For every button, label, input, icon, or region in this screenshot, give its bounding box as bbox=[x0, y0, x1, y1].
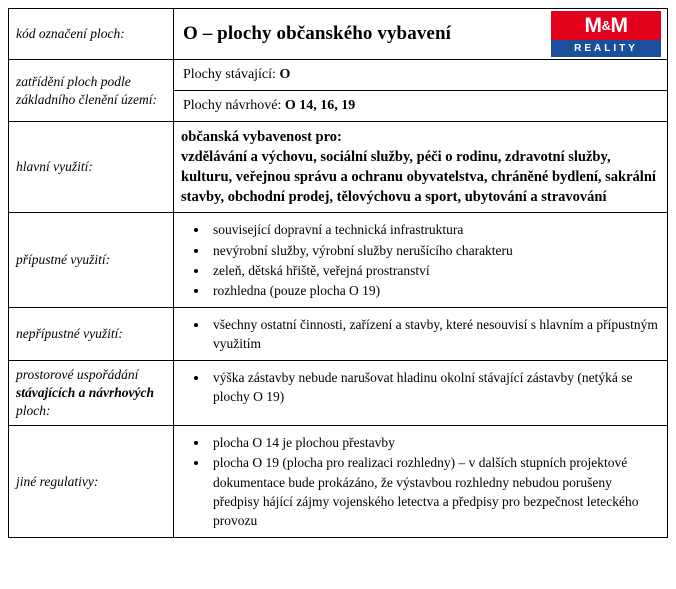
list-item: • plocha O 14 je plochou přestavby bbox=[209, 433, 660, 452]
table-row bbox=[9, 60, 668, 122]
row-label-cell bbox=[9, 213, 174, 308]
nepripustne-vyuziti-cell bbox=[174, 308, 668, 361]
plochy-stavajici-line bbox=[174, 60, 667, 90]
row-label-cell bbox=[9, 308, 174, 361]
row-label bbox=[16, 367, 154, 418]
row-label: nepřípustné využití: bbox=[16, 326, 123, 342]
bullet-list bbox=[181, 368, 660, 406]
table-row bbox=[9, 122, 668, 213]
row-label-cell bbox=[9, 9, 174, 60]
title-cell bbox=[174, 9, 668, 60]
logo-bottom-text: REALITY bbox=[551, 40, 661, 57]
list-item: • související dopravní a technická infrastruktura bbox=[209, 220, 660, 239]
plochy-stavajici-value: O bbox=[279, 67, 291, 82]
table-row bbox=[9, 426, 668, 538]
mm-reality-logo bbox=[551, 11, 661, 57]
hlavni-vyuziti-cell bbox=[174, 122, 668, 213]
table-row bbox=[9, 9, 668, 60]
table-row bbox=[9, 361, 668, 426]
row-label-cell bbox=[9, 426, 174, 538]
plochy-stavajici-prefix: Plochy stávající: bbox=[183, 67, 280, 82]
list-item: • zeleň, dětská hřiště, veřejná prostranství bbox=[209, 261, 660, 280]
hlavni-vyuziti-heading: občanská vybavenost pro: bbox=[181, 129, 342, 146]
list-item: • všechny ostatní činnosti, zařízení a stavby, které nesouvisí s hlavním a přípustným využitím bbox=[209, 315, 660, 353]
row-label: kód označení ploch: bbox=[16, 26, 125, 41]
row-label-cell bbox=[9, 361, 174, 426]
pripustne-vyuziti-cell bbox=[174, 213, 668, 308]
row-label: hlavní využití: bbox=[16, 159, 93, 175]
page-title: O – plochy občanského vybavení bbox=[183, 23, 451, 44]
row-label: zatřídění ploch podle základního členění území: bbox=[16, 73, 157, 107]
plochy-navrhove-value: O 14, 16, 19 bbox=[284, 98, 356, 114]
row-label: jiné regulativy: bbox=[16, 473, 99, 489]
plochy-navrhove-prefix: Plochy návrhové: bbox=[183, 98, 285, 114]
plochy-navrhove-line bbox=[174, 90, 667, 121]
row-label-cell bbox=[9, 60, 174, 122]
logo-top-text: M & M bbox=[551, 11, 661, 40]
zatrideni-cell bbox=[174, 60, 668, 122]
prostorove-usporadani-cell bbox=[174, 361, 668, 426]
row-label: přípustné využití: bbox=[16, 252, 111, 268]
table-row bbox=[9, 213, 668, 308]
jine-regulativy-cell bbox=[174, 426, 668, 538]
list-item: • rozhledna (pouze plocha O 19) bbox=[209, 281, 660, 300]
list-item: • nevýrobní služby, výrobní služby nerušícího charakteru bbox=[209, 241, 660, 260]
bullet-list bbox=[181, 315, 660, 353]
row-label-part-bold: stávajících a návrhových bbox=[16, 385, 154, 401]
regulation-table bbox=[8, 8, 668, 538]
bullet-list bbox=[181, 433, 660, 530]
hlavni-vyuziti-body: vzdělávání a výchovu, sociální služby, péči o rodinu, zdravotní služby, kulturu, veřejnou správu a ochranu obyvatelstva, chráněné bydlení, sakrální stavby, obchodní prodej, tělovýchovu a sport, ubytování a stravování bbox=[181, 149, 656, 206]
list-item: • výška zástavby nebude narušovat hladinu okolní stávající zástavby (netýká se plochy O 19) bbox=[209, 368, 660, 406]
row-label-cell bbox=[9, 122, 174, 213]
table-row bbox=[9, 308, 668, 361]
row-label-part: prostorové uspořádání bbox=[16, 367, 139, 383]
document-page bbox=[0, 8, 676, 589]
list-item: • plocha O 19 (plocha pro realizaci rozhledny) – v dalších stupních projektové dokumentace bude prokázáno, že výstavbou rozhledny nebudou porušeny předpisy hájící zájmy vojenského letectva a předpisy pro bezpečnost leteckého provozu bbox=[209, 453, 660, 530]
row-label-part: ploch: bbox=[16, 403, 51, 419]
bullet-list bbox=[181, 220, 660, 300]
